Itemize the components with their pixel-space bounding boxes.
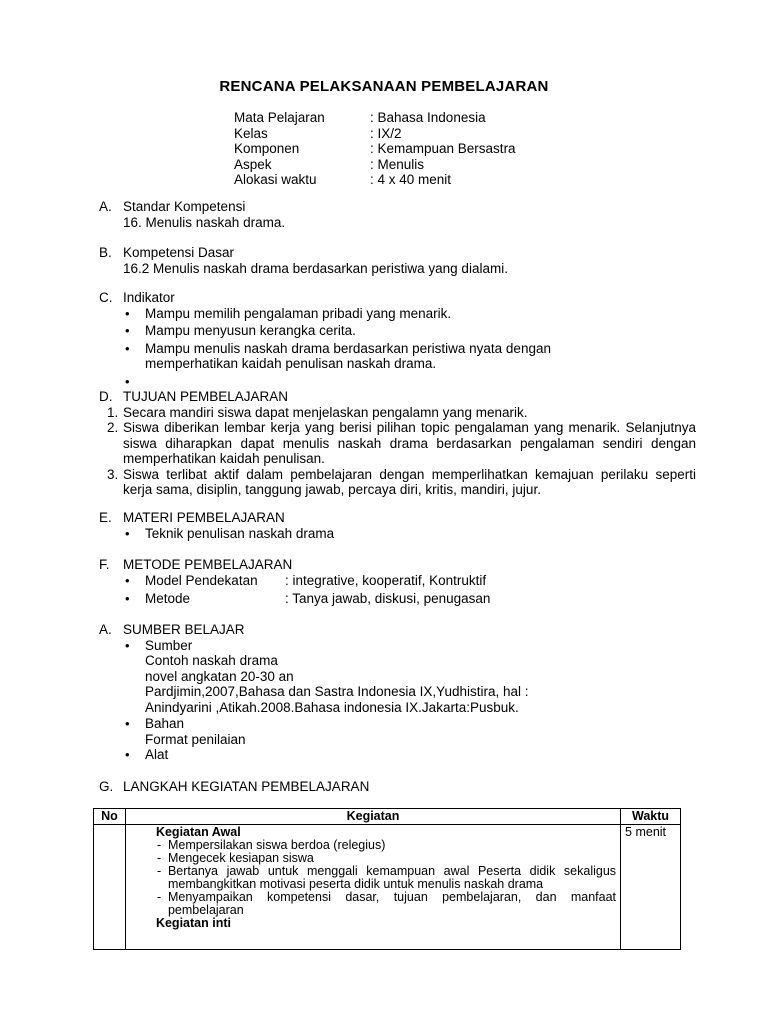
list-item: - Menyampaikan kompetensi dasar, tujuan pembelajaran, dan manfaat pembelajaran xyxy=(156,891,616,917)
section-standar-kompetensi xyxy=(99,199,285,230)
section-title: MATERI PEMBELAJARAN xyxy=(123,510,285,525)
section-title: Indikator xyxy=(123,290,175,305)
metode-label: • Model Pendekatan xyxy=(145,572,258,588)
list-item: - Mengecek kesiapan siswa xyxy=(156,852,616,865)
sumber-line: Contoh naskah drama xyxy=(145,653,278,668)
meta-label: Aspek xyxy=(234,156,272,172)
header-no: No xyxy=(94,809,126,825)
list-text: Secara mandiri siswa dapat menjelaskan pengalamn yang menarik. xyxy=(123,404,528,420)
list-text: Siswa terlibat aktif dalam pembelajaran dengan memperlihatkan kemajuan perilaku seperti kerja sama, disiplin, tanggung jawab, percaya diri, kritis, mandiri, jujur. xyxy=(123,466,696,497)
indikator-list xyxy=(99,306,599,389)
page-title: RENCANA PELAKSANAAN PEMBELAJARAN xyxy=(219,78,549,95)
list-item: • Mampu menyusun kerangka cerita. xyxy=(123,323,599,339)
meta-value: : Kemampuan Bersastra xyxy=(370,141,516,157)
sumber-line: novel angkatan 20-30 an xyxy=(145,668,294,684)
meta-row xyxy=(234,157,516,173)
section-metode xyxy=(99,557,490,609)
list-item xyxy=(99,405,696,421)
section-title: Standar Kompetensi xyxy=(123,199,246,214)
section-letter: G. xyxy=(99,779,114,794)
meta-label: Komponen xyxy=(234,141,300,157)
kegiatan-inti-title: Kegiatan inti xyxy=(155,916,231,930)
section-letter: B. xyxy=(99,245,112,260)
section-kompetensi-dasar xyxy=(99,245,508,276)
header-kegiatan: Kegiatan xyxy=(125,809,620,825)
list-number: 3. xyxy=(107,466,119,482)
list-item xyxy=(99,420,696,467)
meta-value: : 4 x 40 menit xyxy=(370,172,452,188)
cell-no xyxy=(94,825,126,950)
sumber-line: Pardjimin,2007,Bahasa dan Sastra Indonesia IX,Yudhistira, hal : xyxy=(145,684,529,699)
section-title: SUMBER BELAJAR xyxy=(123,622,245,637)
list-item: • Sumber xyxy=(123,638,529,654)
cell-kegiatan xyxy=(125,825,620,950)
section-indikator xyxy=(99,290,599,391)
cell-waktu: 5 menit xyxy=(621,825,681,950)
sumber-line: Anindyarini ,Atikah.2008.Bahasa indonesia IX.Jakarta:Pusbuk. xyxy=(145,699,519,715)
section-letter: E. xyxy=(99,510,112,525)
section-tujuan xyxy=(99,389,696,498)
section-text: 16.2 Menulis naskah drama berdasarkan peristiwa yang dialami. xyxy=(123,260,508,276)
list-item xyxy=(123,591,490,607)
section-materi xyxy=(99,510,334,543)
bahan-line: Format penilaian xyxy=(145,731,246,747)
section-letter: F. xyxy=(99,557,110,572)
section-text: 16. Menulis naskah drama. xyxy=(123,214,286,230)
list-number: 1. xyxy=(107,404,119,420)
meta-label: Alokasi waktu xyxy=(234,172,317,188)
activity-table xyxy=(93,808,681,950)
kegiatan-awal-list xyxy=(156,839,616,917)
meta-row xyxy=(234,172,516,188)
section-title: LANGKAH KEGIATAN PEMBELAJARAN xyxy=(123,779,370,794)
meta-value: : Menulis xyxy=(370,156,425,172)
table-header-row xyxy=(94,809,681,825)
section-title: TUJUAN PEMBELAJARAN xyxy=(123,389,289,404)
section-sumber xyxy=(99,622,529,765)
list-item: - Mempersilakan siswa berdoa (relegius) xyxy=(156,839,616,852)
meta-row xyxy=(234,126,516,142)
metode-value: : Tanya jawab, diskusi, penugasan xyxy=(285,591,491,606)
tujuan-list xyxy=(99,405,696,498)
list-item xyxy=(123,573,490,589)
section-letter: C. xyxy=(99,290,113,305)
header-waktu: Waktu xyxy=(621,809,681,825)
metode-label: • Metode xyxy=(145,591,191,606)
meta-label: Kelas xyxy=(234,125,268,141)
meta-info xyxy=(234,110,516,188)
list-item xyxy=(123,374,599,389)
meta-label: Mata Pelajaran xyxy=(234,110,325,125)
section-title: METODE PEMBELAJARAN xyxy=(123,557,293,572)
section-letter: D. xyxy=(99,389,113,404)
kegiatan-awal-title: Kegiatan Awal xyxy=(155,825,241,839)
alat-list xyxy=(99,747,529,763)
meta-row xyxy=(234,141,516,157)
list-item: - Bertanya jawab untuk menggali kemampuan awal Peserta didik sekaligus membangkitkan motivasi peserta didik untuk menulis naskah drama xyxy=(156,865,616,891)
meta-value: : Bahasa Indonesia xyxy=(370,110,486,125)
meta-value: : IX/2 xyxy=(370,125,402,141)
list-item: • Bahan xyxy=(123,716,529,732)
metode-list xyxy=(99,573,490,607)
table-row xyxy=(94,825,681,950)
section-langkah xyxy=(99,779,369,795)
metode-value: : integrative, kooperatif, Kontruktif xyxy=(285,572,487,588)
materi-list xyxy=(99,526,334,542)
list-item: • Mampu memilih pengalaman pribadi yang menarik. xyxy=(123,306,599,322)
bahan-list xyxy=(99,716,529,732)
list-item: • Mampu menulis naskah drama berdasarkan peristiwa nyata dengan memperhatikan kaidah penulisan naskah drama. xyxy=(123,341,599,372)
section-title: Kompetensi Dasar xyxy=(123,245,235,260)
list-number: 2. xyxy=(107,420,119,435)
sumber-list xyxy=(99,638,529,654)
section-letter: A. xyxy=(99,622,112,637)
list-item: • Teknik penulisan naskah drama xyxy=(123,526,334,542)
list-text: Siswa diberikan lembar kerja yang berisi pilihan topic pengalaman yang menarik. Selanjutnya siswa diharapkan dapat menulis naskah drama berdasarkan pengalaman sendiri dengan memperhatikan kaidah penulisan. xyxy=(123,420,696,466)
section-letter: A. xyxy=(99,199,112,214)
list-item xyxy=(99,467,696,498)
list-item: • Alat xyxy=(123,747,529,763)
meta-row xyxy=(234,110,516,126)
